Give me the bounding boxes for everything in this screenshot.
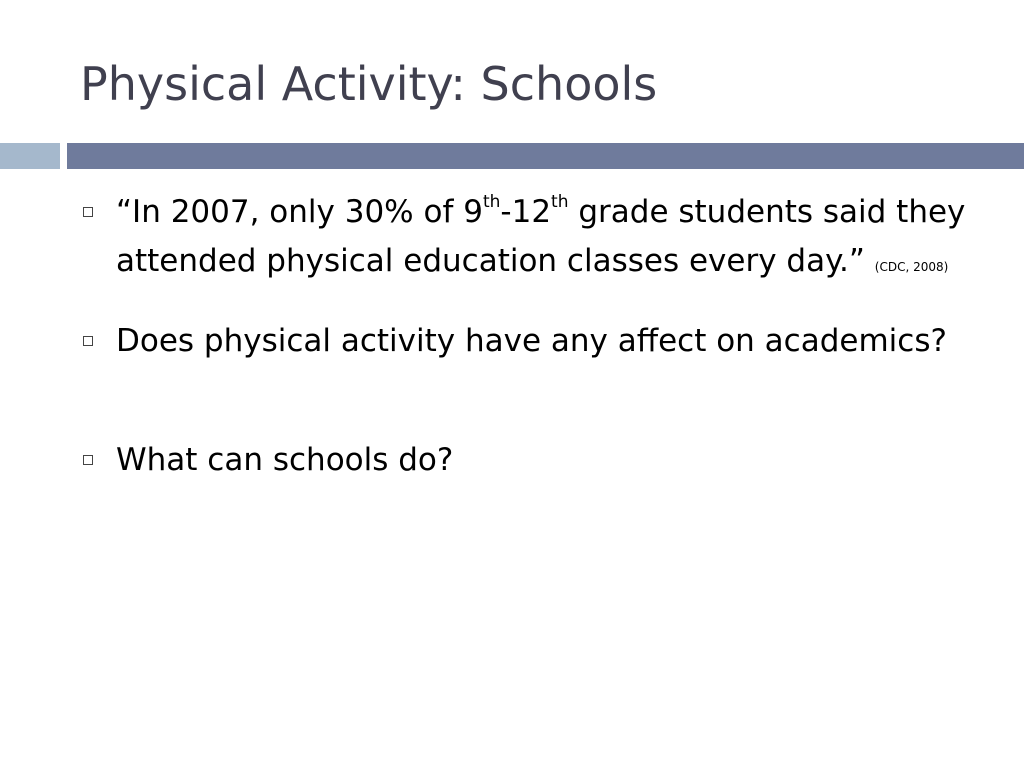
square-bullet-icon	[83, 336, 93, 346]
bullet-item-schools	[80, 436, 980, 485]
accent-bar-right	[67, 143, 1024, 169]
bullet-text: Does physical activity have any affect on academics?	[116, 323, 947, 359]
bullet-item-statistic	[80, 188, 980, 286]
superscript-th: th	[551, 191, 569, 212]
superscript-th: th	[482, 191, 501, 212]
slide-title: Physical Activity: Schools	[80, 57, 658, 111]
bullet-text: What can schools do?	[116, 442, 454, 478]
bullet-item-question	[80, 317, 980, 366]
citation: (CDC, 2008)	[874, 260, 949, 274]
quote-text-start: “In 2007, only 30% of 9	[116, 194, 483, 230]
quote-text-end: grade students said they attended physical education classes every day.”	[116, 194, 966, 279]
bullet-list	[80, 188, 980, 485]
square-bullet-icon	[83, 455, 93, 465]
accent-bar-left	[0, 143, 60, 169]
quote-text-mid: -12	[500, 194, 552, 230]
square-bullet-icon	[83, 207, 93, 217]
